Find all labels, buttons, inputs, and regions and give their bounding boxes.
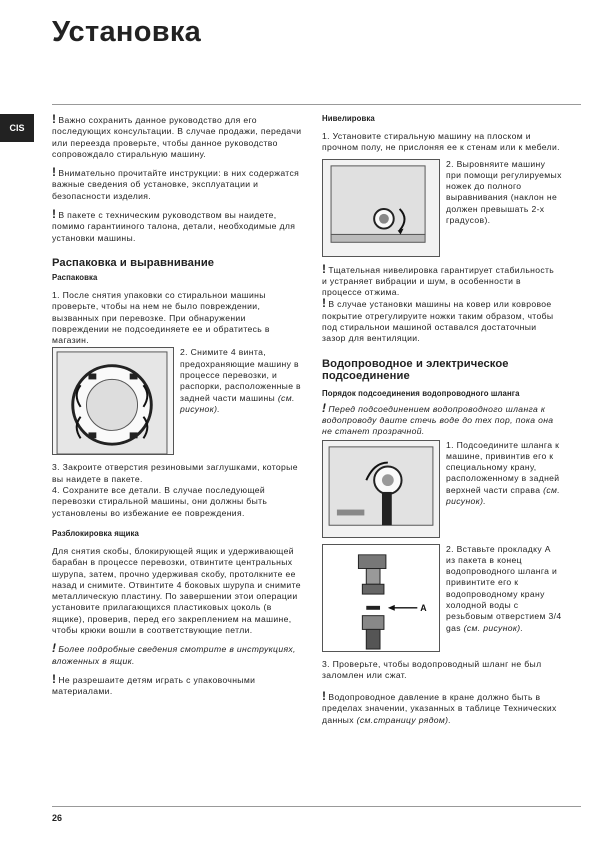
leveling-note-2: ! В случае установки машины на ковер или ковровое покрытие отрегулируите ножки таким образом, чтобы под стиральнои машиной оставался достаточныи зазор для вентиляции.	[322, 296, 554, 344]
subsection-title-unlock: Разблокировка ящика	[52, 528, 139, 538]
footer-divider	[52, 806, 581, 807]
hose-flush-note: ! Перед подсоединением водопроводного шланга к водопроводу даите стечь воде до тех пор, пока она не станет прозрачной.	[322, 400, 554, 437]
unlock-instructions: Для снятия скобы, блокирующей ящик и удерживающей барабан в процессе перевозки, отвинтите центральных шурупа, затем, прочно удерживая скобу, протолкните ее назад и снимите. Отвинтите 4 боковых шурупа и снимите металлическую пластину. По завершении этои операции установите прилагающихся пластиковых цоколь (в ящике), проверив, перед его закреплением на машине, чтобы крюки вошли в соответствующие петли.	[52, 545, 301, 636]
warning-icon: !	[52, 207, 57, 222]
figure-label-a: A	[420, 602, 427, 613]
warning-icon: !	[52, 165, 57, 180]
hose-step-3: 3. Проверьте, чтобы водопроводный шланг не был заломлен или сжат.	[322, 658, 542, 680]
intro-note-3: ! В пакете с техническим руководством вы наидете, помимо гарантииного талона, детали, необходимые для установки машины.	[52, 207, 296, 243]
language-tab: CIS	[0, 114, 34, 142]
page-title: Установка	[52, 16, 202, 48]
unpack-step-4: 4. Сохраните все детали. В случае последующей перевозки стиральной машины, они должны быть установлены во избежание ее повреждения.	[52, 485, 268, 518]
unpack-step-1: 1. После снятия упаковки со стиральнои машины проверьте, чтобы на нем не было повреждении, вызванных при перевозке. При обнаружении повреждении не подсоединяете ее и обратитесь в магазин.	[52, 289, 270, 346]
leveling-feet-figure	[322, 159, 440, 257]
right-column	[322, 114, 562, 726]
water-pressure-note: ! Водопроводное давление в кране должно быть в пределах значении, указанных в таблице Технических данных (см.страницу рядом).	[322, 689, 557, 725]
children-warning: ! Не разрешаите детям играть с упаковочными материалами.	[52, 671, 256, 697]
warning-icon: !	[52, 641, 57, 656]
warning-icon: !	[322, 400, 327, 415]
warning-icon: !	[322, 296, 327, 311]
section-title-unpacking: Распаковка и выравнивание	[52, 256, 215, 269]
warning-icon: !	[322, 689, 327, 704]
level-step-2: 2. Выровняите машину при помощи регулируемых ножек до полного выравнивания (наклон не должен превышать 2-х градусов).	[446, 158, 562, 226]
box-instructions-note: ! Более подробные сведения смотрите в инструкциях, вложенных в ящик.	[52, 641, 296, 666]
warning-icon: !	[52, 671, 57, 686]
hose-step-2: 2. Вставьте прокладку А из пакета в конец водопроводного шланга и привинтите его к водопроводному крану холодной воды с резьбовым отверстием 3/4 gas (см. рисунок).	[446, 543, 562, 633]
intro-note-1: ! Важно сохранить данное руководство для его последующих консультации. В случае продажи, передачи или переезда проверьте, чтобы данное руководство сопровождало стиральную машину.	[52, 112, 302, 159]
gasket-insertion-figure	[322, 544, 440, 652]
leveling-note-1: ! Тщательная нивелировка гарантирует стабильность и устраняет вибрации и шум, в особенности в процессе отжима.	[322, 261, 555, 298]
warning-icon: !	[322, 261, 327, 276]
back-panel-screws-figure	[52, 347, 174, 455]
subsection-title-hose: Порядок подсоединения водопроводного шланга	[322, 388, 520, 398]
intro-note-2: ! Внимательно прочитайте инструкции: в них содержатся важные сведения об установке, эксплуатации и безопасности изделия.	[52, 165, 300, 201]
warning-icon: !	[52, 112, 57, 126]
unpack-step-3: 3. Закроите отверстия резиновыми заглушками, которые вы наидете в пакете.	[52, 462, 298, 484]
level-step-1: 1. Установите стиральную машину на плоском и прочном полу, не прислоняя ее к стенам или к мебели.	[322, 131, 560, 153]
subsection-title-leveling: Нивелировка	[322, 114, 375, 123]
unpack-step-2: 2. Снимите 4 винта, предохраняющие машину в процессе перевозки, и распорки, расположенные в задней части машины (см. рисунок).	[180, 347, 301, 414]
hose-to-machine-figure	[322, 440, 440, 538]
subsection-title-unpacking: Распаковка	[52, 272, 98, 282]
section-title-connection: Водопроводное и электрическое подсоединение	[322, 357, 509, 382]
header-divider	[52, 104, 581, 105]
left-column	[52, 114, 304, 698]
page-number: 26	[52, 813, 63, 823]
hose-step-1: 1. Подсоедините шланга к машине, привинтив его к специальному крану, расположенному в задней верхней части справа (см. рисунок).	[446, 439, 560, 507]
